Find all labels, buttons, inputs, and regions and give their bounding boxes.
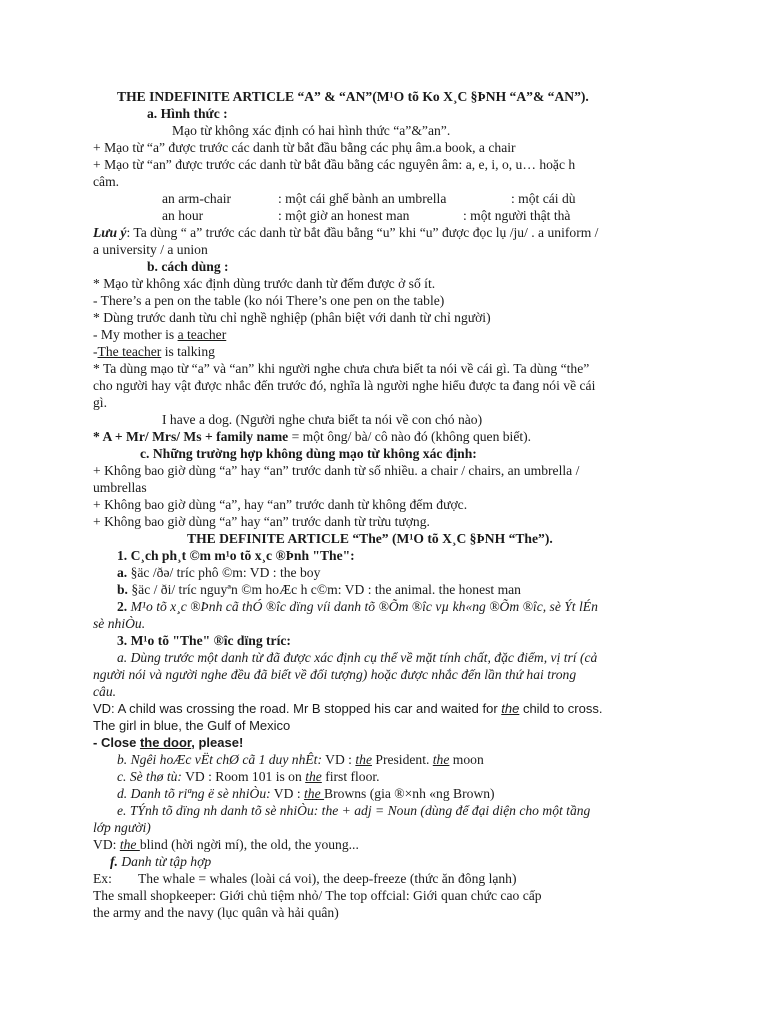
example-underlined: the bbox=[501, 701, 520, 716]
example-text: VD : bbox=[270, 786, 305, 801]
formula-meaning: = một ông/ bà/ cô nào đó (không quen biết). bbox=[288, 429, 532, 444]
rule-3d bbox=[117, 785, 495, 802]
example-row bbox=[162, 190, 576, 207]
section-b-heading: b. cách dùng : bbox=[147, 259, 229, 274]
example-meaning: : một cái ghế bành an umbrella bbox=[278, 191, 447, 206]
example-row bbox=[162, 207, 570, 224]
rule-3b bbox=[117, 751, 484, 768]
rule-3a-cont: câu. bbox=[93, 684, 117, 699]
example-text: VD: A child was crossing the road. Mr B stopped his car and waited for bbox=[93, 701, 502, 716]
rule-text: b. Ngêi hoÆc vËt chØ cã 1 duy nhÊt: bbox=[117, 752, 322, 767]
example-3a-2: The girl in blue, the Gulf of Mexico bbox=[93, 718, 291, 733]
formula: * A + Mr/ Mrs/ Ms + family name bbox=[93, 429, 289, 444]
example-underlined: the bbox=[119, 837, 140, 852]
usage-line: gì. bbox=[93, 395, 107, 410]
rule-3c bbox=[117, 768, 380, 785]
item-letter: a. bbox=[117, 565, 128, 580]
example-3f-2: The small shopkeeper: Giới chủ tiệm nhỏ/ The top offcial: Giới quan chức cao cấp bbox=[93, 888, 542, 903]
section-1-heading: 1. C¸ch ph¸t ©m m¹o tõ x¸c ®Þnh "The": bbox=[117, 548, 355, 563]
example-text: President. bbox=[371, 752, 433, 767]
usage-line: * Dùng trước danh từu chỉ nghề nghiệp (phân biệt với danh từ chỉ người) bbox=[93, 310, 491, 325]
usage-text: - bbox=[93, 344, 98, 359]
usage-text: is talking bbox=[161, 344, 215, 359]
rule-an-cont: câm. bbox=[93, 174, 120, 189]
note-line-cont: a university / a union bbox=[93, 242, 208, 257]
no-article-line: umbrellas bbox=[93, 480, 147, 495]
title-definite-article: THE DEFINITE ARTICLE “The” (M¹O tõ X¸C §ÞNH “The”). bbox=[187, 531, 553, 546]
rule-3a-cont: người nói và người nghe đều đã biết về đối tượng) hoặc được nhắc đến lần thứ hai trong bbox=[93, 667, 577, 682]
example-underlined: the bbox=[305, 769, 322, 784]
section-a-heading: a. Hình thức : bbox=[147, 106, 228, 121]
example-meaning-2: : một người thật thà bbox=[463, 208, 571, 223]
pronunciation-a bbox=[117, 564, 320, 581]
note-text: : Ta dùng “ a” trước các danh từ bắt đầu bằng “u” khi “u” được đọc lụ /ju/ . a uniform / bbox=[126, 225, 599, 240]
example-text: Browns (gia ®×nh «ng Brown) bbox=[324, 786, 495, 801]
usage-line bbox=[93, 428, 531, 445]
no-article-line: + Không bao giờ dùng “a”, hay “an” trước danh từ không đếm được. bbox=[93, 497, 468, 512]
item-number: 2. bbox=[117, 599, 128, 614]
example-term: an arm-chair bbox=[162, 191, 232, 206]
item-text: M¹o tõ x¸c ®Þnh cã thÓ ®îc dïng víi danh tõ ®Õm ®îc vµ kh«ng ®Õm ®îc, sè Ýt lÉn bbox=[127, 599, 598, 614]
example-underlined: the bbox=[355, 752, 372, 767]
usage-line bbox=[93, 343, 215, 360]
example-underlined: the bbox=[304, 786, 325, 801]
example-text: The whale = whales (loài cá voi), the deep-freeze (thức ăn đông lạnh) bbox=[138, 871, 517, 886]
section-c-heading: c. Những trường hợp không dùng mạo từ không xác định: bbox=[140, 446, 477, 461]
rule-3e-cont: lớp người) bbox=[93, 820, 151, 835]
usage-line: cho người hay vật được nhắc đến trước đó, nghĩa là người nghe hiểu được ta đang nói về cái bbox=[93, 378, 596, 393]
rule-text: c. Sè thø tù: bbox=[117, 769, 182, 784]
item-text: §äc / ði/ tríc nguyªn ©m hoÆc h c©m: VD : the animal. the honest man bbox=[127, 582, 521, 597]
item-letter: b. bbox=[117, 582, 128, 597]
usage-underlined: The teacher bbox=[97, 344, 162, 359]
example-3a bbox=[93, 700, 602, 717]
example-text: - Close bbox=[93, 735, 140, 750]
rule-text: d. Danh tõ riªng ë sè nhiÒu: bbox=[117, 786, 271, 801]
example-close-door bbox=[93, 734, 243, 751]
section-a-intro: Mạo từ không xác định có hai hình thức “a”&”an”. bbox=[172, 123, 451, 138]
pronunciation-b bbox=[117, 581, 521, 598]
section-2-cont: sè nhiÒu. bbox=[93, 616, 146, 631]
example-label: Ex: bbox=[93, 871, 112, 886]
title-indefinite-article: THE INDEFINITE ARTICLE “A” & “AN”(M¹O tõ Ko X¸C §ÞNH “A”& “AN”). bbox=[117, 89, 589, 104]
no-article-line: + Không bao giờ dùng “a” hay “an” trước danh từ số nhiều. a chair / chairs, an umbrella / bbox=[93, 463, 580, 478]
rule-a: + Mạo từ “a” được trước các danh từ bắt đầu bằng các phụ âm.a book, a chair bbox=[93, 140, 516, 155]
usage-line bbox=[93, 326, 226, 343]
example-text: VD: bbox=[93, 837, 120, 852]
example-text: VD : Room 101 is on bbox=[181, 769, 306, 784]
example-text: , please! bbox=[191, 735, 244, 750]
example-text: child to cross. bbox=[519, 701, 603, 716]
example-3f-3: the army and the navy (lục quân và hải quân) bbox=[93, 905, 339, 920]
example-text: first floor. bbox=[321, 769, 380, 784]
rule-3e: e. TÝnh tõ dïng nh danh tõ sè nhiÒu: the + adj = Noun (dùng để đại diện cho một tầng bbox=[117, 803, 591, 818]
example-text: VD : bbox=[322, 752, 356, 767]
example-text: moon bbox=[449, 752, 484, 767]
rule-3a: a. Dùng trước một danh từ đã được xác định cụ thể về mặt tính chất, đặc điểm, vị trí (cả bbox=[117, 650, 598, 665]
rule-an: + Mạo từ “an” được trước các danh từ bắt đầu bằng các nguyên âm: a, e, i, o, u… hoặc h bbox=[93, 157, 576, 172]
example-text: blind (hời ngời mí), the old, the young... bbox=[139, 837, 359, 852]
item-text: §äc /ðə/ tríc phô ©m: VD : the boy bbox=[127, 565, 321, 580]
usage-line: * Ta dùng mạo từ “a” và “an” khi người nghe chưa chưa biết ta nói về cái gì. Ta dùng “the” bbox=[93, 361, 590, 376]
example-3e bbox=[93, 836, 359, 853]
example-meaning: : một giờ an honest man bbox=[278, 208, 410, 223]
section-2 bbox=[117, 598, 598, 615]
usage-line: - There’s a pen on the table (ko nói There’s one pen on the table) bbox=[93, 293, 445, 308]
example-underlined: the door bbox=[139, 735, 192, 750]
rule-text: f. bbox=[110, 854, 118, 869]
example-term: an hour bbox=[162, 208, 204, 223]
note-label: Lưu ý bbox=[93, 225, 127, 240]
rule-3f bbox=[110, 853, 211, 870]
section-3-heading: 3. M¹o tõ "The" ®îc dïng tríc: bbox=[117, 633, 291, 648]
note-line bbox=[93, 224, 598, 241]
usage-text: - My mother is bbox=[93, 327, 178, 342]
example-3f bbox=[93, 870, 517, 887]
rule-text: Danh từ tập hợp bbox=[117, 854, 212, 869]
usage-example: I have a dog. (Người nghe chưa biết ta nói về con chó nào) bbox=[162, 412, 483, 427]
usage-line: * Mạo từ không xác định dùng trước danh từ đếm được ở số ít. bbox=[93, 276, 436, 291]
no-article-line: + Không bao giờ dùng “a” hay “an” trước danh từ trừu tượng. bbox=[93, 514, 430, 529]
usage-underlined: a teacher bbox=[177, 327, 227, 342]
example-meaning-2: : một cái dù bbox=[511, 191, 576, 206]
example-underlined: the bbox=[432, 752, 450, 767]
